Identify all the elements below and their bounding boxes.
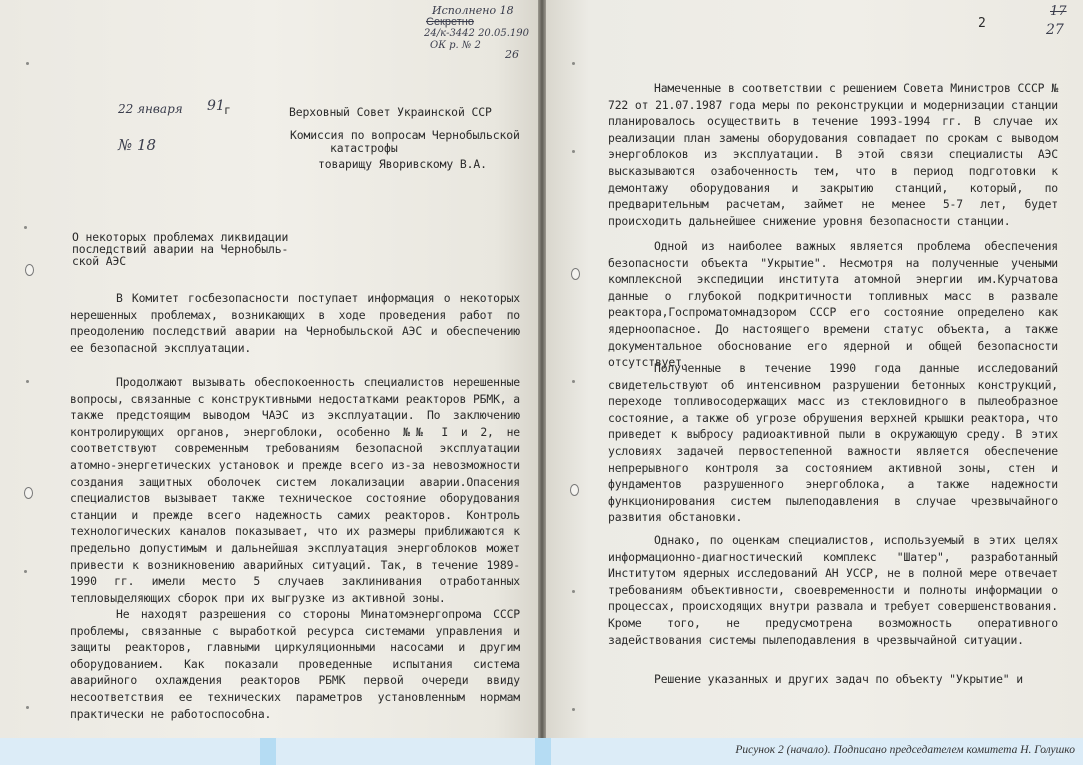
right-page: [546, 0, 1083, 738]
right-paragraph-3: Полученные в течение 1990 года данные исследований свидетельствуют об интенсивном разрушении бетонных конструкций, переходе топливосодержащих масс из стекловидного в пылеобразное состояние, а также об угрозе обрушения верхней крышки реактора, что приведет к выбросу радиоактивной пыли в окружающую среду. В этих условиях задачей первостепенной важности является обеспечение непрерывного контроля за состоянием активной зоны, стен и фундаментов разрушенного энергоблока, а также надежности функционирования систем пылеподавления в случае чрезвычайного развития обстановки.: [608, 361, 1058, 525]
margin-mark: [572, 150, 575, 153]
date-day: 22 января: [118, 102, 183, 116]
handwritten-sheet-number-2: 27: [1046, 22, 1064, 38]
left-paragraph-1: В Комитет госбезопасности поступает информация о некоторых нерешенных проблемах, возникающих в ходе проведения работ по преодолению последствий аварии на Чернобыльской АЭС и обеспечению ее безопасной эксплуатации.: [70, 291, 520, 355]
margin-mark: [26, 62, 29, 65]
right-paragraph-5: Решение указанных и других задач по объекту "Укрытие" и: [654, 672, 1023, 686]
caption-accent-block: [535, 738, 551, 765]
left-paragraph-2: Продолжают вызывать обеспокоенность специалистов нерешенные вопросы, связанные с конструктивными недостатками реакторов РБМК, а также предстоящим выводом ЧАЭС из эксплуатации. По заключению контролирующих органов, энергоблоки, особенно №№ I и 2, не соответствуют современным требованиям безопасной эксплуатации атомно-энергетических установок и прежде всего из-за невозможности создания защитных оболочек систем локализации аварии.Опасения специалистов вызывает также техническое состояние оборудования станции и прежде всего надежность самих реакторов. Контроль технологических каналов показывает, что их размеры приближаются к предельно допустимым и дальнейшая эксплуатация энергоблоков может привести к возникновению аварийных ситуаций. Так, в течение 1989-1990 гг. имели место 5 случаев заклинивания отработанных тепловыделяющих сборок при их выгрузке из активной зоны.: [70, 375, 520, 605]
date-year-handwritten: 91: [207, 98, 225, 114]
page-number: 2: [978, 16, 986, 31]
handwritten-sheet-number: 26: [505, 48, 519, 61]
margin-mark: [572, 708, 575, 711]
subject-line-2: последствий аварии на Чернобыль-: [72, 242, 289, 256]
handwritten-annotation-line-1: Исполнено 18: [432, 4, 514, 17]
date-year-suffix: г: [224, 103, 231, 117]
margin-mark: [572, 380, 575, 383]
margin-mark: [572, 590, 575, 593]
addressee-line-3: катастрофы: [330, 141, 398, 155]
margin-mark: [572, 62, 575, 65]
handwritten-sheet-number-1: 17: [1050, 4, 1067, 19]
book-gutter: [538, 0, 546, 738]
registration-number: № 18: [118, 136, 157, 154]
punch-hole: [571, 268, 580, 280]
punch-hole: [24, 487, 33, 499]
addressee-line-1: Верховный Совет Украинской ССР: [289, 105, 492, 119]
margin-mark: [24, 226, 27, 229]
right-paragraph-1: Намеченные в соответствии с решением Совета Министров СССР № 722 от 21.07.1987 года меры по реконструкции и модернизации станции планировалось осуществить в течение 1993-1994 гг. В случае их реализации план замены оборудования совпадает по срокам с выводом энергоблоков из эксплуатации. В этой связи специалисты АЭС высказываются озабоченность тем, что в период подготовки к демонтажу оборудования и закрытию станций, который, по предварительным расчетам, займет не менее 5-7 лет, будет происходить дальнейшее снижение уровня безопасности станции.: [608, 81, 1058, 228]
subject-line-3: ской АЭС: [72, 254, 127, 268]
figure-caption: Рисунок 2 (начало). Подписано председателем комитета Н. Голушко: [735, 744, 1075, 756]
margin-mark: [26, 380, 29, 383]
punch-hole: [570, 484, 579, 496]
handwritten-annotation-line-2: 24/к-3442 20.05.190: [424, 28, 529, 39]
right-paragraph-2: Одной из наиболее важных является проблема обеспечения безопасности объекта "Укрытие". Несмотря на полученные учеными комплексной экспедиции института атомной энергии им.Курчатова данные о глубокой подкритичности топливных масс в развале реактора,Госпроматомнадзором СССР его состояние определено как ядерноопасное. До настоящего времени статус объекта, а также документальное обоснование его ядерной и общей безопасности отсутствует.: [608, 239, 1058, 370]
caption-accent-block: [260, 738, 276, 765]
margin-mark: [24, 570, 27, 573]
left-page: [0, 0, 538, 738]
left-paragraph-3: Не находят разрешения со стороны Минатомэнергопрома СССР проблемы, связанные с выработкой ресурса системами управления и защиты реакторов, главными циркуляционными насосами и другим оборудованием. Как показали проведенные испытания система аварийного охлаждения реакторов РБМК первой очереди ввиду несоответствия ее технических параметров установленным нормам практически не работоспособна.: [70, 607, 520, 721]
right-paragraph-4: Однако, по оценкам специалистов, используемый в этих целях информационно-диагностический комплекс "Шатер", разработанный Институтом ядерных исследований АН УССР, не в полной мере отвечает требованиям объективности, своевременности и полноты информации о процессах, происходящих внутри развала и требует совершенствования. Кроме того, не предусмотрена возможность оперативного задействования системы пылеподавления в чрезвычайной ситуации.: [608, 533, 1058, 647]
addressee-line-4: товарищу Яворивскому В.А.: [318, 157, 487, 171]
punch-hole: [25, 264, 34, 276]
addressee-line-2: Комиссия по вопросам Чернобыльской: [290, 128, 520, 142]
handwritten-annotation-line-3: ОК р. № 2: [430, 40, 481, 51]
subject-line-1: О некоторых проблемах ликвидации: [72, 230, 289, 244]
margin-mark: [26, 706, 29, 709]
secrecy-stamp: Секретно: [426, 16, 474, 28]
